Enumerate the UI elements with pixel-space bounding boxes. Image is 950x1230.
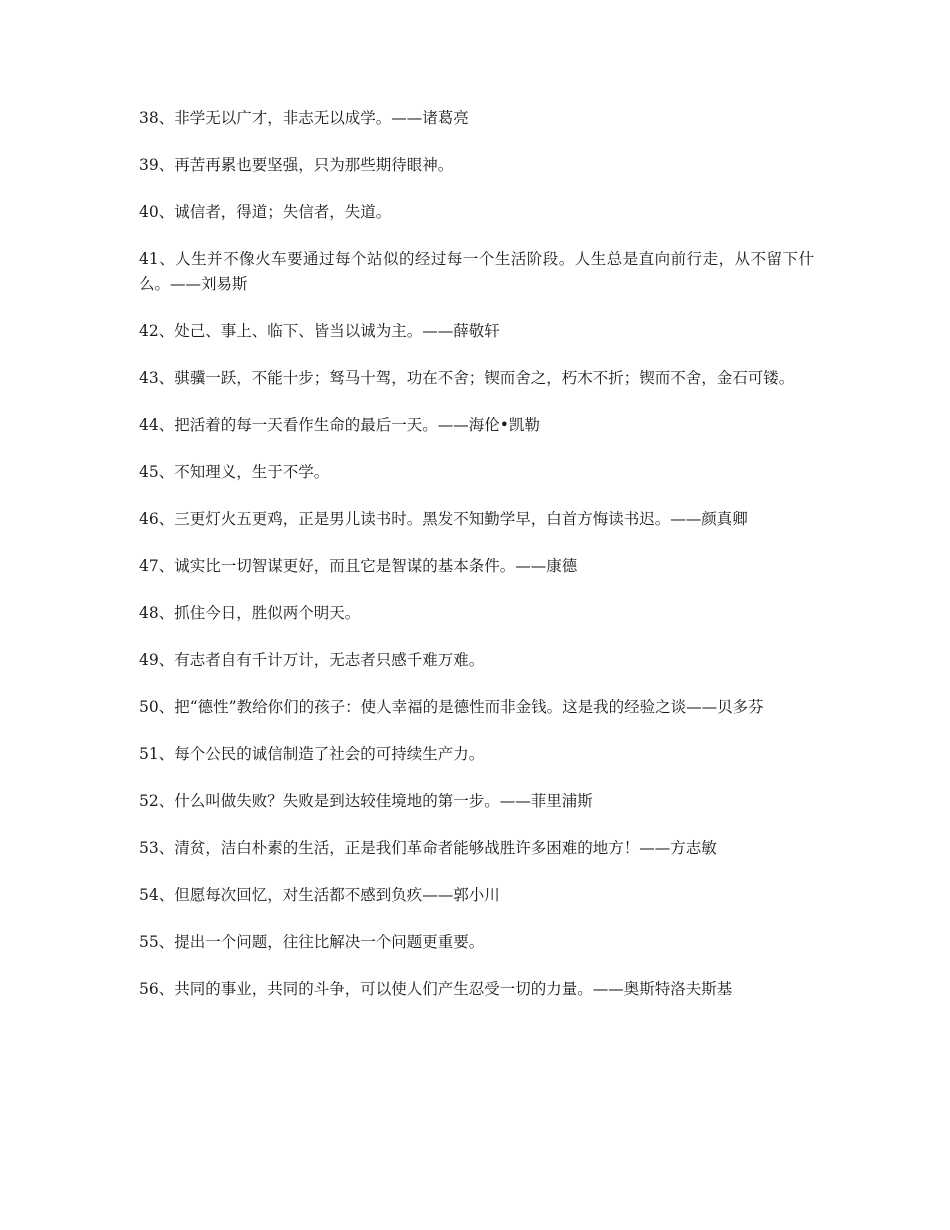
quote-list xyxy=(139,106,814,1002)
quote-item-41: 41、人生并不像火车要通过每个站似的经过每一个生活阶段。人生总是直向前行走，从不留下什么。——刘易斯 xyxy=(139,250,814,293)
quote-item-54: 54、但愿每次回忆，对生活都不感到负疚——郭小川 xyxy=(139,886,500,904)
quote-item-40: 40、诚信者，得道；失信者，失道。 xyxy=(139,203,392,221)
quote-item-49: 49、有志者自有千计万计，无志者只感千难万难。 xyxy=(139,651,485,669)
quote-item-47: 47、诚实比一切智谋更好，而且它是智谋的基本条件。——康德 xyxy=(139,557,578,575)
quote-item-50: 50、把“德性”教给你们的孩子：使人幸福的是德性而非金钱。这是我的经验之谈——贝多芬 xyxy=(139,698,764,716)
quote-item-46: 46、三更灯火五更鸡，正是男儿读书时。黑发不知勤学早，白首方悔读书迟。——颜真卿 xyxy=(139,510,748,528)
quote-item-51: 51、每个公民的诚信制造了社会的可持续生产力。 xyxy=(139,745,485,763)
quote-item-45: 45、不知理义，生于不学。 xyxy=(139,463,330,481)
quote-item-39: 39、再苦再累也要坚强，只为那些期待眼神。 xyxy=(139,156,454,174)
quote-item-42: 42、处己、事上、临下、皆当以诚为主。——薛敬轩 xyxy=(139,322,500,340)
quote-item-55: 55、提出一个问题，往往比解决一个问题更重要。 xyxy=(139,933,485,951)
quote-item-48: 48、抓住今日，胜似两个明天。 xyxy=(139,604,361,622)
quote-item-43: 43、骐骥一跃，不能十步；驽马十驾，功在不舍；锲而舍之，朽木不折；锲而不舍，金石可镂。 xyxy=(139,369,795,387)
quote-item-53: 53、清贫，洁白朴素的生活，正是我们革命者能够战胜许多困难的地方！——方志敏 xyxy=(139,839,717,857)
quote-item-52: 52、什么叫做失败？失败是到达较佳境地的第一步。——菲里浦斯 xyxy=(139,792,593,810)
quote-item-56: 56、共同的事业，共同的斗争，可以使人们产生忍受一切的力量。——奥斯特洛夫斯基 xyxy=(139,980,733,998)
quote-item-38: 38、非学无以广才，非志无以成学。——诸葛亮 xyxy=(139,109,469,127)
quote-item-44: 44、把活着的每一天看作生命的最后一天。——海伦•凯勒 xyxy=(139,416,540,434)
